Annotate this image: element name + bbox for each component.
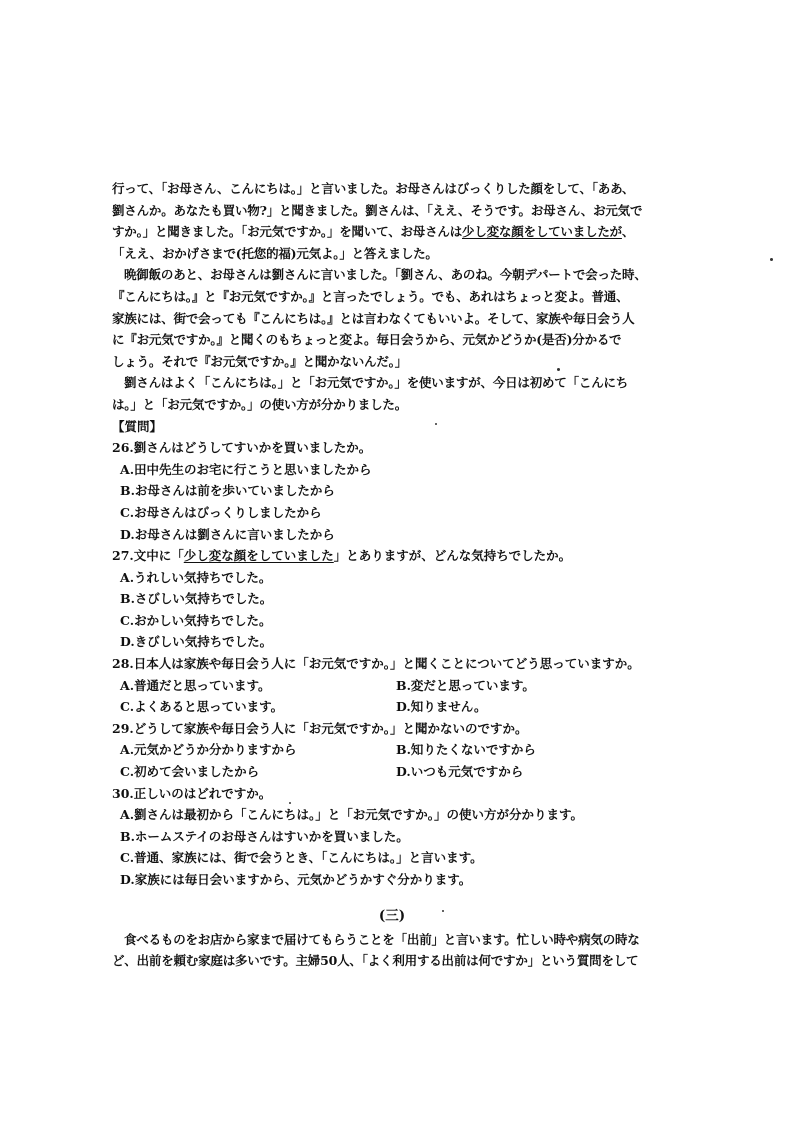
option-c[interactable]: C.よくあると思っています。	[120, 699, 284, 715]
page-content	[112, 178, 672, 972]
option-a[interactable]: A.田中先生のお宅に行こうと思いましたから	[120, 461, 372, 477]
option-d[interactable]: D.知りません。	[396, 699, 487, 715]
option-b[interactable]: B.知りたくないですから	[396, 742, 536, 758]
option-b[interactable]: B.ホームステイのお母さんはすいかを買いました。	[120, 828, 409, 844]
underlined-phrase: 少し変な顔をしていました	[183, 548, 334, 564]
option-c[interactable]: C.初めて会いましたから	[120, 764, 260, 780]
passage-line: 晩御飯のあと、お母さんは劉さんに言いました。「劉さん、あのね。今朝デパートで会った時、	[124, 267, 647, 283]
option-row	[112, 675, 672, 697]
question-text: 29.どうして家族や毎日会う人に「お元気ですか。」と聞かないのですか。	[112, 720, 528, 736]
option-d[interactable]: D.いつも元気ですから	[396, 764, 524, 780]
option-row	[112, 696, 672, 718]
question-26	[112, 437, 672, 545]
option-row	[112, 739, 672, 761]
option-b[interactable]: B.さびしい気持ちでした。	[120, 591, 273, 607]
option-d[interactable]: D.お母さんは劉さんに言いましたから	[120, 526, 335, 542]
passage-line	[112, 221, 672, 243]
question-27	[112, 545, 672, 653]
passage-line: 家族には、街で会っても『こんにちは。』とは言わなくてもいいよ。そして、家族や毎日会う人	[112, 310, 635, 326]
option-d[interactable]: D.家族には毎日会いますから、元気かどうかすぐ分かります。	[120, 872, 472, 887]
question-text: 26.劉さんはどうしてすいかを買いましたか。	[112, 440, 372, 456]
question-text-pre: 27.文中に「	[112, 548, 184, 564]
option-c[interactable]: C.お母さんはびっくりしましたから	[120, 504, 322, 520]
question-30	[112, 783, 672, 891]
passage-line: は。」と「お元気ですか。」の使い方が分かりました。	[112, 396, 408, 412]
passage-text: すか。」と聞きました。「お元気ですか。」を聞いて、お母さんは	[112, 224, 463, 240]
question-text-post: 」とありますが、どんな気持ちでしたか。	[333, 548, 572, 564]
section-three-line: ど、出前を頼む家庭は多いです。主婦50人、「よく利用する出前は何ですか」という質問をして	[112, 953, 639, 969]
scan-speck	[770, 258, 773, 261]
passage-line: 行って、「お母さん、こんにちは。」と言いました。お母さんはびっくりした顔をして、「ああ、	[112, 181, 635, 196]
option-a[interactable]: A.劉さんは最初から「こんにちは。」と「お元気ですか。」の使い方が分かります。	[120, 807, 584, 823]
passage-text: 、	[621, 224, 635, 240]
question-text: 28.日本人は家族や毎日会う人に「お元気ですか。」と聞くことについてどう思っていますか。	[112, 656, 640, 672]
question-29	[112, 718, 672, 783]
question-28	[112, 653, 672, 718]
option-b[interactable]: B.お母さんは前を歩いていましたから	[120, 483, 335, 499]
underlined-phrase: 少し変な顔をしていましたが	[462, 224, 622, 240]
passage-line: 「ええ、おかげさまで(托您的福)元気よ。」と答えました。	[112, 245, 438, 261]
passage-line: 劉さんはよく「こんにちは。」と「お元気ですか。」を使いますが、今日は初めて「こんにち	[124, 375, 629, 391]
passage-line: 劉さんか。あなたも買い物?」と聞きました。劉さんは、「ええ、そうです。お母さん、お元気で	[112, 202, 643, 218]
scan-speck	[435, 423, 437, 425]
question-text	[112, 545, 672, 567]
scan-speck	[289, 802, 291, 804]
passage-line: 『こんにちは。』と『お元気ですか。』と言ったでしょう。でも、あれはちょっと変よ。普通、	[112, 288, 629, 304]
option-a[interactable]: A.普通だと思っています。	[120, 677, 271, 693]
option-c[interactable]: C.おかしい気持ちでした。	[120, 612, 272, 628]
option-a[interactable]: A.元気かどうか分かりますから	[120, 742, 297, 758]
option-b[interactable]: B.変だと思っています。	[396, 677, 535, 693]
scan-speck	[557, 368, 560, 371]
section-three-line: 食べるものをお店から家まで届けてもらうことを「出前」と言います。忙しい時や病気の時な	[124, 931, 640, 947]
section-three-title: (三)	[378, 907, 406, 924]
option-row	[112, 761, 672, 783]
questions-heading: 【質問】	[112, 418, 163, 434]
passage-line: しょう。それで『お元気ですか。』と聞かないんだ。」	[112, 353, 408, 369]
reading-passage	[112, 178, 672, 416]
option-c[interactable]: C.普通、家族には、街で会うとき、「こんにちは。」と言います。	[120, 850, 483, 866]
question-text: 30.正しいのはどれですか。	[112, 785, 272, 801]
passage-line: に『お元気ですか。』と聞くのもちょっと変よ。毎日会うから、元気かどうか(是否)分かるで	[112, 332, 622, 348]
option-d[interactable]: D.きびしい気持ちでした。	[120, 634, 273, 650]
option-a[interactable]: A.うれしい気持ちでした。	[120, 569, 272, 585]
scan-speck	[442, 910, 444, 912]
